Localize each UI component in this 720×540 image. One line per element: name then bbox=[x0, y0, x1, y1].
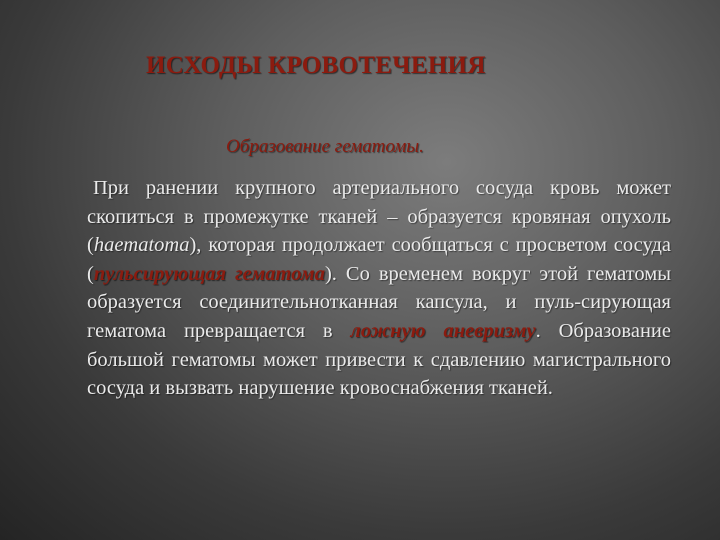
term-pulsating-hematoma: пульсирующая гематома bbox=[93, 262, 325, 285]
latin-term: haematoma bbox=[93, 234, 190, 257]
body-text bbox=[87, 174, 671, 403]
slide-title: ИСХОДЫ КРОВОТЕЧЕНИЯ bbox=[146, 52, 486, 79]
slide-subtitle: Образование гематомы. bbox=[226, 136, 424, 157]
body-text-part-2: ), которая продолжает сообщаться с просветом сосуда ( bbox=[87, 234, 671, 285]
body-text-part-1: При ранении крупного артериального сосуда кровь может скопиться в промежутке тканей – образуется кровяная опухоль ( bbox=[87, 177, 671, 257]
body-text-part-3: ). Со временем вокруг этой гематомы образуется соединительнотканная капсула, и пуль-сирующая гематома превращается в bbox=[87, 262, 671, 342]
term-false-aneurysm: ложную аневризму bbox=[350, 319, 536, 342]
body-text-part-4: . Образование большой гематомы может привести к сдавлению магистрального сосуда и вызвать нарушение кровоснабжения тканей. bbox=[87, 319, 671, 400]
